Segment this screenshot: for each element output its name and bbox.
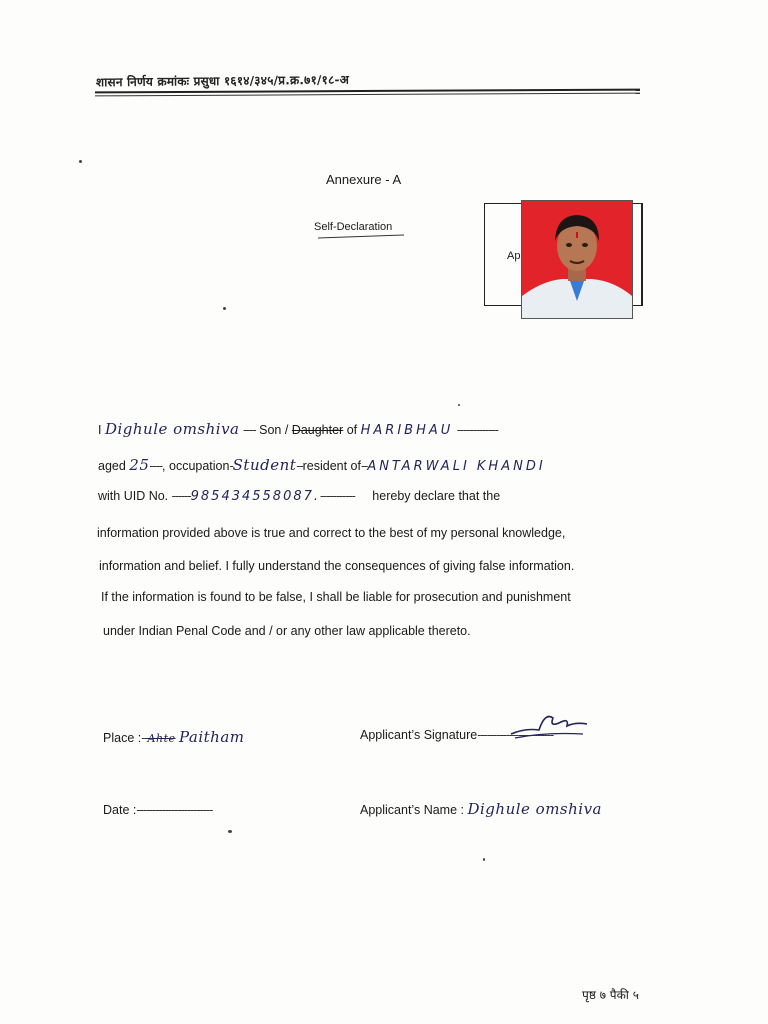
date-label: Date :	[103, 803, 137, 817]
document-subtitle: Self-Declaration	[314, 221, 393, 233]
page-number: पृष्ठ ७ पैकी ५	[582, 988, 639, 1002]
applicant-name-handwritten: Dighule omshiva	[104, 420, 240, 438]
resident-label: resident of	[302, 459, 361, 473]
place-handwritten: Paitham	[179, 728, 245, 746]
hereby-text: hereby declare that the	[372, 489, 501, 503]
place-strike-handwritten: Ahte	[147, 732, 176, 745]
prefix-i: I	[98, 423, 102, 437]
scan-speck	[223, 307, 226, 310]
daughter-label: Daughter	[291, 423, 344, 437]
header-rule-thin	[95, 93, 640, 97]
subtitle-underline	[318, 234, 404, 238]
occupation-handwritten: Student	[232, 456, 297, 474]
signature-row: Applicant’s Signature------------------------	[360, 728, 554, 742]
applicant-photo	[521, 200, 633, 319]
document-title: Annexure - A	[326, 172, 402, 187]
occupation-label: , occupation	[162, 459, 230, 473]
declaration-line-5: information and belief. I fully understand the consequences of giving false information.	[99, 559, 575, 573]
scan-speck	[458, 404, 460, 406]
of-label: of	[346, 423, 358, 437]
scan-speck	[79, 160, 82, 163]
declaration-line-6: If the information is found to be false, I shall be liable for prosecution and punishment	[101, 590, 571, 604]
residence-handwritten: ANTARWALI KHANDI	[367, 459, 546, 474]
father-name-handwritten: HARIBHAU	[360, 423, 454, 438]
son-label: Son /	[259, 423, 289, 437]
declaration-line-3: with UID No. ------985434558087.----------- hereby declare that the	[98, 489, 501, 504]
declaration-line-1: I Dighule omshiva ---- Son / Daughter of HARIBHAU -------------	[98, 420, 498, 438]
applicant-portrait-icon	[522, 201, 632, 318]
declaration-line-2: aged 25----, occupation-Student--resident of--ANTARWALI KHANDI	[98, 456, 546, 474]
declaration-line-4: information provided above is true and correct to the best of my personal knowledge,	[97, 526, 566, 540]
place-label: Place :	[103, 731, 142, 745]
applicant-name-label: Applicant’s Name :	[360, 803, 464, 817]
applicant-signature-icon	[505, 708, 595, 742]
gr-reference-header: शासन निर्णय क्रमांकः प्रसुधा १६१४/३४५/प्र.क्र.७१/१८-अ	[95, 72, 350, 90]
place-row: Place :--Ahte Paitham	[103, 728, 245, 746]
uid-label: with UID No.	[98, 489, 169, 503]
aged-label: aged	[98, 459, 126, 473]
declaration-line-7: under Indian Penal Code and / or any other law applicable thereto.	[103, 624, 471, 638]
photo-label: Ap	[507, 250, 521, 262]
scan-speck	[228, 830, 232, 833]
scan-speck	[483, 858, 485, 861]
age-handwritten: 25	[129, 456, 150, 474]
date-row: Date :------------------------	[103, 803, 213, 817]
applicant-signature-label: Applicant’s Signature	[360, 728, 478, 742]
applicant-name-row	[360, 800, 602, 818]
applicant-name-signature-handwritten: Dighule omshiva	[467, 800, 603, 818]
uid-handwritten: 985434558087.	[190, 489, 321, 504]
